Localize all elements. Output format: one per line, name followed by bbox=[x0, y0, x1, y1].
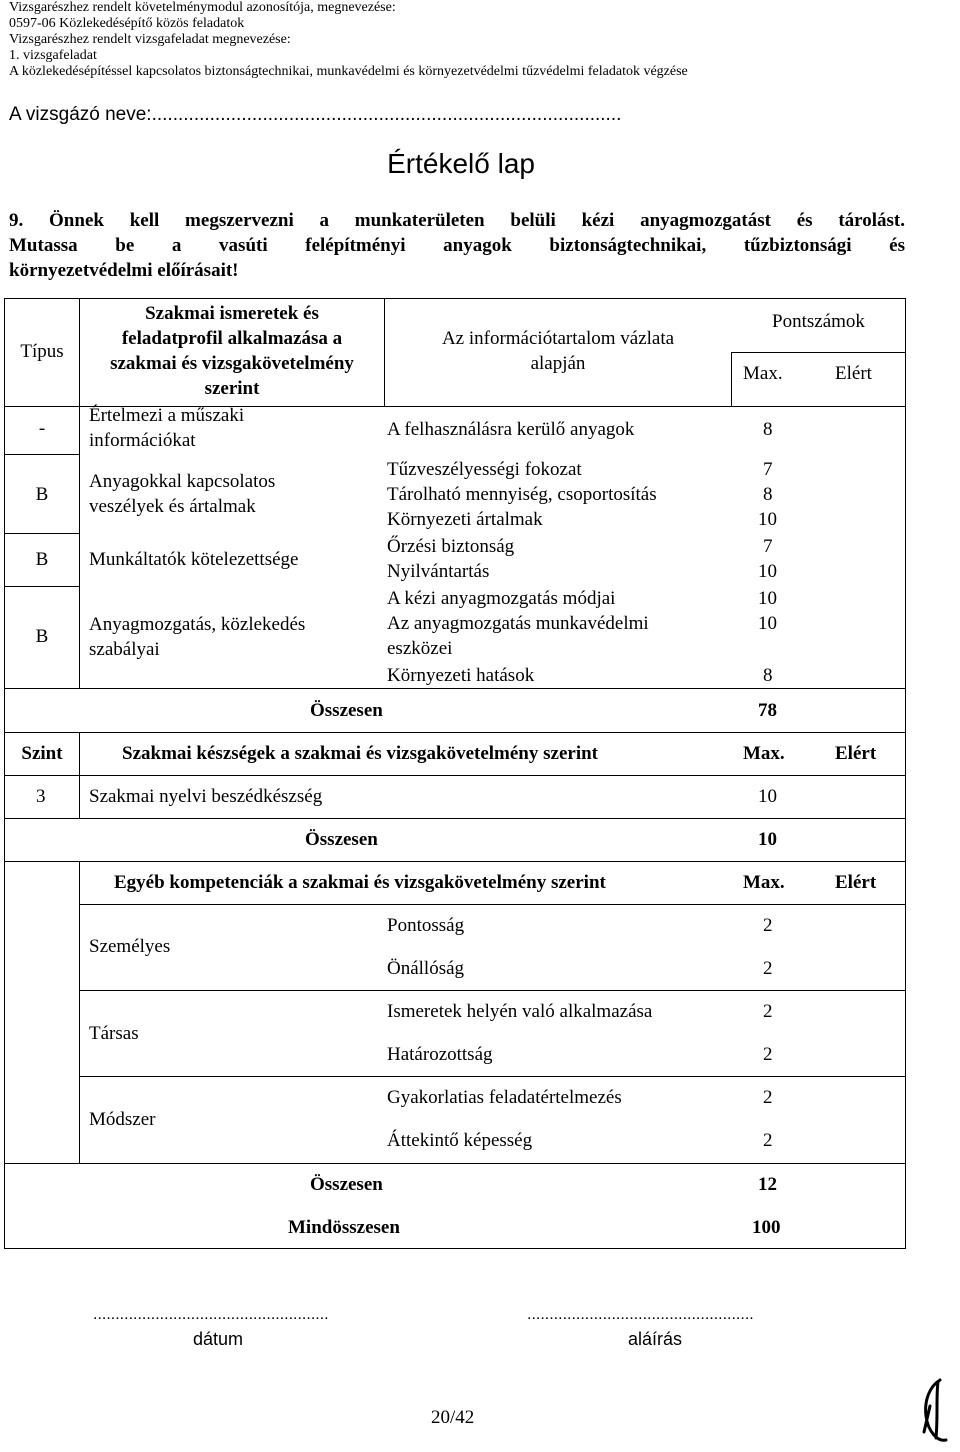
content-item: Környezeti hatások bbox=[387, 665, 535, 686]
col-header-knowledge-4: szerint bbox=[204, 378, 260, 399]
row-knowledge: veszélyek és ártalmak bbox=[89, 496, 256, 517]
col-header-achieved: Elért bbox=[835, 743, 877, 764]
content-item-max: 8 bbox=[763, 484, 773, 505]
content-item: A kézi anyagmozgatás módjai bbox=[387, 588, 616, 609]
competency-item: Áttekintő képesség bbox=[387, 1130, 533, 1151]
row-type: B bbox=[35, 626, 49, 647]
module-id-value: 0597-06 Közlekedésépítő közös feladatok bbox=[9, 16, 245, 31]
col-header-achieved: Elért bbox=[835, 363, 872, 384]
date-dots: ..................................................... bbox=[93, 1306, 329, 1323]
content-item-max: 8 bbox=[763, 665, 773, 686]
table3-total-max: 12 bbox=[758, 1174, 777, 1195]
table2-total-max: 10 bbox=[758, 829, 777, 850]
content-item-max: 10 bbox=[758, 588, 777, 609]
row-knowledge: információkat bbox=[89, 430, 196, 451]
row-type: B bbox=[35, 484, 49, 505]
competency-item: Gyakorlatias feladatértelmezés bbox=[387, 1087, 622, 1108]
competency-item: Határozottság bbox=[387, 1044, 493, 1065]
competency-item-max: 2 bbox=[763, 1130, 773, 1151]
page-number: 20/42 bbox=[431, 1407, 475, 1428]
competency-item: Ismeretek helyén való alkalmazása bbox=[387, 1001, 653, 1022]
content-item: Az anyagmozgatás munkavédelmi bbox=[387, 613, 649, 634]
competency-item-max: 2 bbox=[763, 915, 773, 936]
col-header-skills: Szakmai készségek a szakmai és vizsgakövetelmény szerint bbox=[122, 743, 598, 764]
row-knowledge: Munkáltatók kötelezettsége bbox=[89, 549, 299, 570]
page-title: Értékelő lap bbox=[387, 148, 535, 179]
content-item-max: 10 bbox=[758, 509, 777, 530]
competency-group: Társas bbox=[89, 1023, 139, 1044]
task-number: 1. vizsgafeladat bbox=[9, 48, 97, 63]
col-header-knowledge-1: Szakmai ismeretek és bbox=[145, 303, 319, 324]
task-line-1: 9. Önnek kell megszervezni a munkaterületen belüli kézi anyagmozgatást és tárolást. bbox=[9, 210, 905, 231]
col-header-content-2: alapján bbox=[530, 353, 586, 374]
module-id-label: Vizsgarészhez rendelt követelménymodul azonosítója, megnevezése: bbox=[9, 0, 396, 15]
content-item: Nyilvántartás bbox=[387, 561, 490, 582]
col-header-level: Szint bbox=[21, 743, 63, 764]
candidate-name-field: A vizsgázó neve:......................................................................................... bbox=[9, 104, 622, 125]
row-knowledge: szabályai bbox=[89, 639, 160, 660]
col-header-content-1: Az információtartalom vázlata bbox=[441, 328, 675, 349]
signature-label: aláírás bbox=[628, 1329, 683, 1349]
content-item: Tűzveszélyességi fokozat bbox=[387, 459, 582, 480]
content-item-max: 10 bbox=[758, 613, 777, 634]
col-header-competencies: Egyéb kompetenciák a szakmai és vizsgakövetelmény szerint bbox=[114, 872, 606, 893]
table3-total-label: Összesen bbox=[310, 1174, 383, 1195]
col-header-achieved: Elért bbox=[835, 872, 877, 893]
competency-item-max: 2 bbox=[763, 1001, 773, 1022]
content-item: A felhasználásra kerülő anyagok bbox=[387, 419, 635, 440]
table2-total-label: Összesen bbox=[305, 829, 378, 850]
content-item: Tárolható mennyiség, csoportosítás bbox=[387, 484, 657, 505]
row-knowledge: Értelmezi a műszaki bbox=[89, 405, 245, 426]
row-knowledge: Anyagokkal kapcsolatos bbox=[89, 471, 276, 492]
col-header-max: Max. bbox=[743, 363, 783, 384]
table1-total-label: Összesen bbox=[310, 700, 383, 721]
competency-item-max: 2 bbox=[763, 958, 773, 979]
content-item-max: 7 bbox=[763, 459, 773, 480]
table1-total-max: 78 bbox=[758, 700, 777, 721]
competency-item-max: 2 bbox=[763, 1044, 773, 1065]
content-item-max: 7 bbox=[763, 536, 773, 557]
col-header-knowledge-3: szakmai és vizsgakövetelmény bbox=[110, 353, 354, 374]
col-header-knowledge-2: feladatprofil alkalmazása a bbox=[121, 328, 343, 349]
competency-item: Pontosság bbox=[387, 915, 465, 936]
col-header-max: Max. bbox=[743, 872, 785, 893]
skill-label: Szakmai nyelvi beszédkészség bbox=[89, 786, 323, 807]
col-header-type: Típus bbox=[20, 341, 64, 362]
grand-total-max: 100 bbox=[752, 1217, 781, 1238]
content-item: eszközei bbox=[387, 638, 453, 659]
task-line-2: Mutassa be a vasúti felépítményi anyagok biztonságtechnikai, tűzbiztonsági és bbox=[9, 235, 905, 256]
skill-level: 3 bbox=[36, 786, 46, 807]
competency-group: Módszer bbox=[89, 1109, 156, 1130]
competency-item: Önállóság bbox=[387, 958, 465, 979]
row-type: - bbox=[38, 418, 46, 439]
grand-total-label: Mindösszesen bbox=[288, 1217, 400, 1238]
competency-group: Személyes bbox=[89, 936, 171, 957]
task-description: A közlekedésépítéssel kapcsolatos biztonságtechnikai, munkavédelmi és környezetvédelmi tűzvédelmi feladatok végzése bbox=[9, 64, 688, 79]
signature-scribble bbox=[916, 1376, 956, 1448]
col-header-points: Pontszámok bbox=[772, 311, 865, 332]
content-item: Környezeti ártalmak bbox=[387, 509, 543, 530]
skill-max: 10 bbox=[758, 786, 777, 807]
task-text bbox=[9, 208, 905, 283]
task-line-3: környezetvédelmi előírásait! bbox=[9, 260, 239, 281]
competency-item-max: 2 bbox=[763, 1087, 773, 1108]
content-item-max: 8 bbox=[763, 419, 773, 440]
task-name-label: Vizsgarészhez rendelt vizsgafeladat megnevezése: bbox=[9, 32, 291, 47]
signature-dots: ................................................... bbox=[527, 1306, 754, 1323]
date-label: dátum bbox=[193, 1329, 244, 1349]
col-header-max: Max. bbox=[743, 743, 785, 764]
content-item: Őrzési biztonság bbox=[387, 536, 515, 557]
row-knowledge: Anyagmozgatás, közlekedés bbox=[89, 614, 306, 635]
row-type: B bbox=[35, 549, 49, 570]
content-item-max: 10 bbox=[758, 561, 777, 582]
